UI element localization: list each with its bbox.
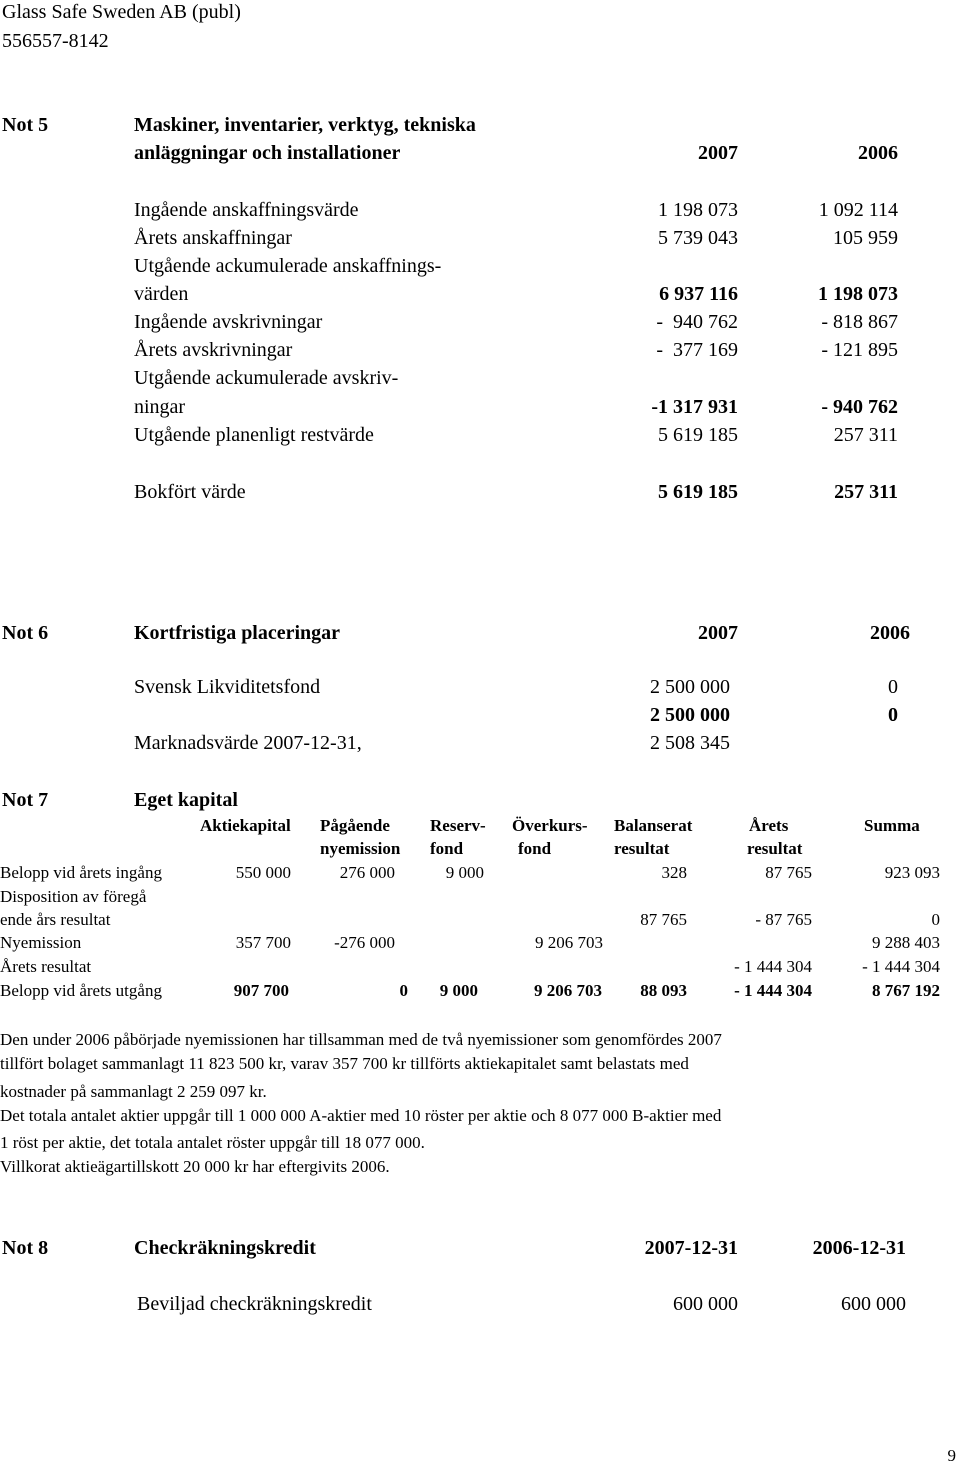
col-header-overkursfond: fond — [518, 839, 552, 858]
note5-row-value-2006: 1 092 114 — [818, 199, 898, 221]
col-header-pagaende: Pågående — [320, 816, 390, 835]
note8-row-label: Beviljad checkräkningskredit — [137, 1293, 372, 1315]
equity-cell-aktiekapital: 357 700 — [235, 933, 291, 952]
note5-row-value-2006: - 940 762 — [821, 396, 898, 418]
note5-row-value-2007: 5 739 043 — [658, 227, 738, 249]
note7-label: Not 7 — [2, 789, 49, 811]
equity-cell-aktiekapital: 550 000 — [235, 863, 291, 882]
equity-row-label: Nyemission — [0, 933, 82, 952]
note5-row-value-2007: 5 619 185 — [658, 424, 738, 446]
org-number: 556557-8142 — [2, 30, 109, 52]
equity-cell-arets: - 87 765 — [755, 910, 812, 929]
note5-row-label: Utgående ackumulerade avskriv- — [134, 367, 399, 389]
note6-row-label: Svensk Likviditetsfond — [134, 676, 321, 698]
note6-col-2006: 2006 — [870, 622, 910, 644]
note5-row-value-2007: 1 198 073 — [658, 199, 738, 221]
equity-cell-summa: 9 288 403 — [872, 933, 940, 952]
note6-title: Kortfristiga placeringar — [134, 622, 341, 644]
col-header-summa: Summa — [864, 816, 920, 835]
note5-row-value-2006: 257 311 — [833, 424, 898, 446]
equity-cell-pagaende: 276 000 — [339, 863, 395, 882]
col-header-aktiekapital: Aktiekapital — [200, 816, 291, 835]
equity-cell-arets: - 1 444 304 — [734, 981, 812, 1000]
note8-title: Checkräkningskredit — [134, 1237, 316, 1259]
col-header-balanserat-resultat: Balanserat — [614, 816, 693, 835]
note5-col-2006: 2006 — [858, 142, 898, 164]
col-header-overkursfond: Överkurs- — [512, 816, 588, 835]
note8-col-2007: 2007-12-31 — [644, 1237, 738, 1259]
note5-row-label: Ingående avskrivningar — [134, 311, 323, 333]
equity-cell-balanserat: 87 765 — [640, 910, 687, 929]
equity-cell-overkursfond: 9 206 703 — [534, 981, 602, 1000]
note5-row-value-2007: - 940 762 — [656, 311, 738, 333]
equity-cell-reservfond: 9 000 — [445, 863, 484, 882]
col-header-arets-resultat: resultat — [747, 839, 803, 858]
equity-row-label: Belopp vid årets ingång — [0, 863, 162, 882]
note6-label: Not 6 — [2, 622, 49, 644]
note5-row-label: Årets avskrivningar — [134, 339, 293, 361]
note5-row-value-2006: 105 959 — [833, 227, 898, 249]
note7-paragraph-line: kostnader på sammanlagt 2 259 097 kr. — [0, 1082, 267, 1101]
note7-paragraph-line: 1 röst per aktie, det totala antalet röster uppgår till 18 077 000. — [0, 1133, 425, 1152]
equity-row-label: Årets resultat — [0, 957, 92, 976]
note7-paragraph-line: tillfört bolaget sammanlagt 11 823 500 kr, varav 357 700 kr tillförts aktiekapitalet samt belastats med — [0, 1054, 689, 1073]
note5-book-value-2006: 257 311 — [834, 481, 898, 503]
note5-title-line2: anläggningar och installationer — [134, 142, 401, 164]
note5-row-value-2007: - 377 169 — [656, 339, 738, 361]
note7-paragraph-line: Villkorat aktieägartillskott 20 000 kr har eftergivits 2006. — [0, 1157, 390, 1176]
equity-cell-pagaende: -276 000 — [334, 933, 395, 952]
equity-row-label: Belopp vid årets utgång — [0, 981, 162, 1000]
note5-row-value-2006: 1 198 073 — [818, 283, 898, 305]
col-header-arets-resultat: Årets — [749, 816, 789, 835]
note8-label: Not 8 — [2, 1237, 49, 1259]
equity-cell-summa: 8 767 192 — [872, 981, 940, 1000]
equity-cell-balanserat: 328 — [661, 863, 687, 882]
equity-cell-balanserat: 88 093 — [640, 981, 687, 1000]
note5-row-label: Ingående anskaffningsvärde — [134, 199, 359, 221]
note6-row-value-2007: 2 500 000 — [650, 676, 730, 698]
note7-paragraph-line: Det totala antalet aktier uppgår till 1 000 000 A-aktier med 10 röster per aktie och 8 077 000 B-aktier med — [0, 1106, 722, 1125]
note8-row-value-2006: 600 000 — [841, 1293, 906, 1315]
note5-row-label: Utgående ackumulerade anskaffnings- — [134, 255, 442, 277]
equity-row-label: ende års resultat — [0, 910, 111, 929]
note6-market-value-label: Marknadsvärde 2007-12-31, — [134, 732, 362, 754]
col-header-balanserat-resultat: resultat — [614, 839, 670, 858]
col-header-pagaende: nyemission — [320, 839, 401, 858]
note5-row-value-2007: -1 317 931 — [651, 396, 738, 418]
note5-book-value-label: Bokfört värde — [134, 481, 246, 503]
note5-row-value-2006: - 121 895 — [821, 339, 898, 361]
note7-title: Eget kapital — [134, 789, 238, 811]
equity-cell-arets: 87 765 — [765, 863, 812, 882]
equity-row-label: Disposition av föregå — [0, 887, 147, 906]
equity-cell-reservfond: 9 000 — [439, 981, 478, 1000]
note5-row-label: värden — [134, 283, 189, 305]
equity-cell-pagaende: 0 — [399, 981, 408, 1000]
note5-title-line1: Maskiner, inventarier, verktyg, tekniska — [134, 114, 476, 136]
note6-total-2007: 2 500 000 — [650, 704, 730, 726]
note5-col-2007: 2007 — [698, 142, 738, 164]
note7-paragraph-line: Den under 2006 påbörjade nyemissionen har tillsamman med de två nyemissioner som genomfördes 2007 — [0, 1030, 722, 1049]
company-name: Glass Safe Sweden AB (publ) — [2, 1, 241, 23]
col-header-reservfond: fond — [430, 839, 464, 858]
equity-cell-overkursfond: 9 206 703 — [535, 933, 603, 952]
note6-market-value-2007: 2 508 345 — [650, 732, 730, 754]
col-header-reservfond: Reserv- — [430, 816, 486, 835]
note5-row-value-2007: 6 937 116 — [659, 283, 738, 305]
page-number: 9 — [947, 1446, 956, 1465]
note5-row-label: Utgående planenligt restvärde — [134, 424, 374, 446]
equity-cell-summa: 923 093 — [884, 863, 940, 882]
equity-cell-summa: 0 — [931, 910, 940, 929]
equity-cell-arets: - 1 444 304 — [734, 957, 812, 976]
note6-total-2006: 0 — [888, 704, 898, 726]
note5-book-value-2007: 5 619 185 — [658, 481, 738, 503]
note8-col-2006: 2006-12-31 — [812, 1237, 906, 1259]
note6-row-value-2006: 0 — [888, 676, 898, 698]
note8-row-value-2007: 600 000 — [673, 1293, 738, 1315]
equity-cell-summa: - 1 444 304 — [862, 957, 940, 976]
note6-col-2007: 2007 — [698, 622, 738, 644]
equity-cell-aktiekapital: 907 700 — [233, 981, 289, 1000]
note5-row-label: ningar — [134, 396, 186, 418]
note5-row-value-2006: - 818 867 — [821, 311, 898, 333]
note5-label: Not 5 — [2, 114, 49, 136]
note5-row-label: Årets anskaffningar — [134, 227, 292, 249]
